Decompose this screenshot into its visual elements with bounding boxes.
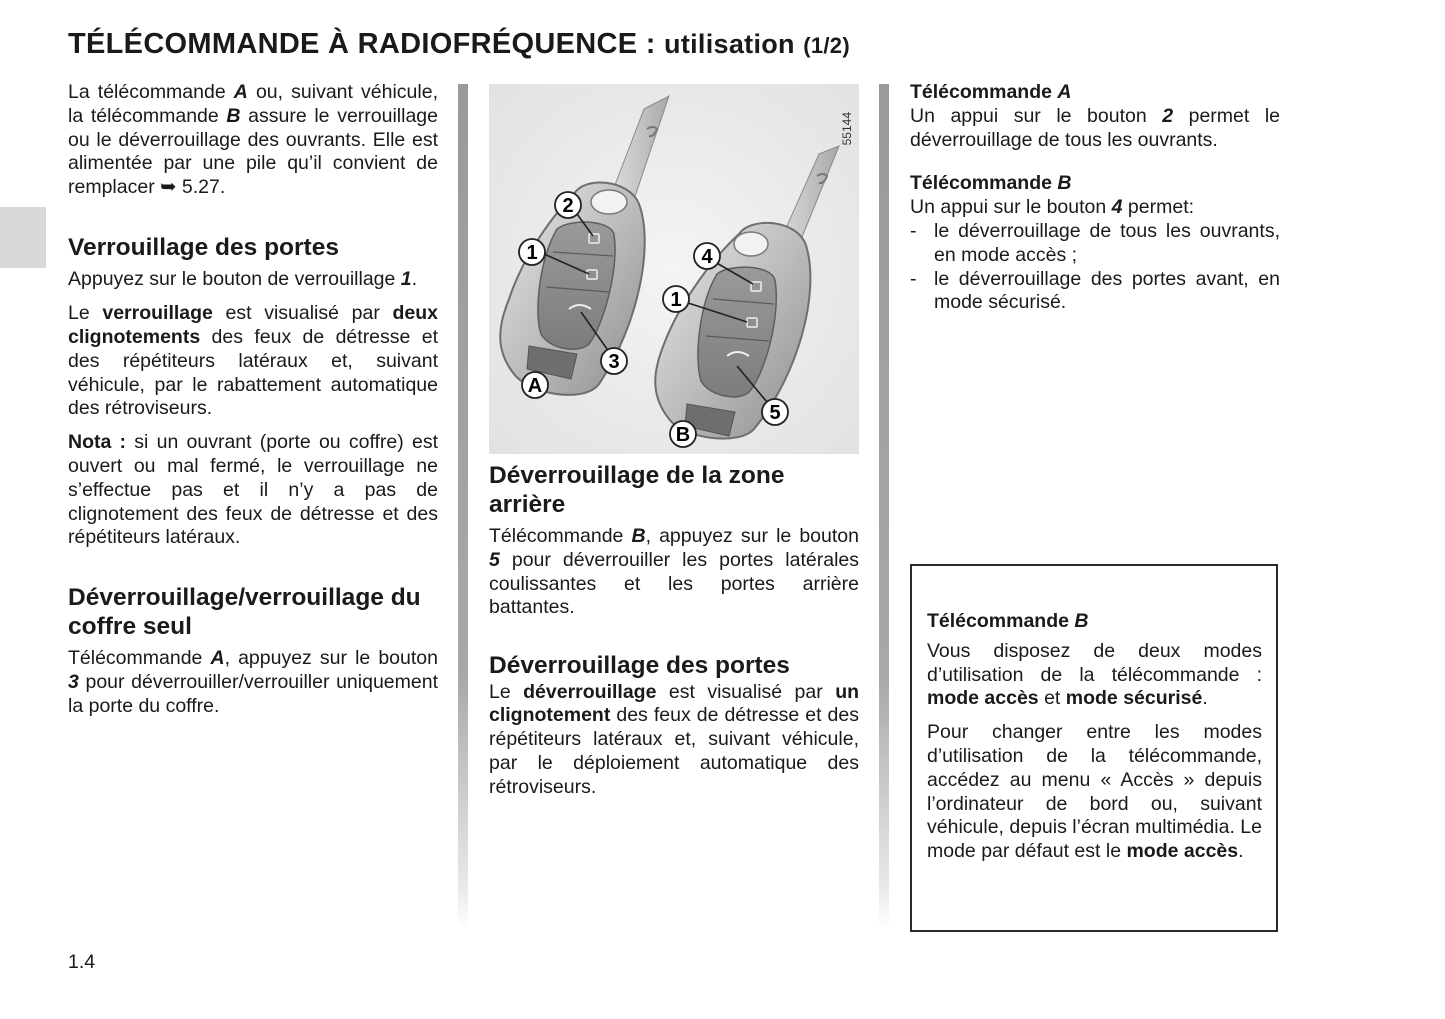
chapter-tab bbox=[0, 207, 46, 268]
remote-key-figure bbox=[489, 84, 859, 454]
column-middle bbox=[489, 462, 859, 800]
remote-a-label: Télécommande A bbox=[910, 81, 1072, 103]
intro-paragraph: La télécommande A ou, suivant véhicule, la télécommande B assure le verrouillage ou le déverrouillage des ouvrants. Elle est alimentée par une pile qu’il convient de remplacer ➥ 5.27. bbox=[68, 81, 438, 199]
rear-unlock-paragraph: Télécommande B, appuyez sur le bouton 5 pour déverrouiller les portes latérales coulissantes et les portes arrière battantes. bbox=[489, 525, 859, 619]
trunk-paragraph: Télécommande A, appuyez sur le bouton 3 pour déverrouiller/verrouiller uniquement la porte du coffre. bbox=[68, 647, 438, 717]
list-item: - le déverrouillage des portes avant, en mode sécurisé. bbox=[910, 267, 1280, 314]
page-number: 1.4 bbox=[68, 951, 96, 973]
heading-locking: Verrouillage des portes bbox=[68, 233, 339, 261]
heading-door-unlock: Déverrouillage des portes bbox=[489, 652, 790, 680]
remote-a-paragraph: Un appui sur le bouton 2 permet le déverrouillage de tous les ouvrants. bbox=[910, 104, 1281, 151]
column-right bbox=[910, 81, 1280, 315]
remote-b-label: Télécommande B bbox=[910, 172, 1072, 195]
callout-1b: 1 bbox=[670, 289, 682, 311]
callout-5: 5 bbox=[769, 402, 781, 424]
remote-b-paragraph: Un appui sur le bouton 4 permet: bbox=[910, 196, 1195, 219]
info-box-title: Télécommande B bbox=[927, 610, 1089, 632]
callout-1a: 1 bbox=[526, 242, 538, 264]
callout-2: 2 bbox=[562, 195, 574, 217]
locking-note: Nota : si un ouvrant (porte ou coffre) est ouvert ou mal fermé, le verrouillage ne s’effectue pas et il n’y a pas de clignotement des feux de détresse et des répétiteurs latéraux. bbox=[68, 431, 438, 549]
locking-paragraph: Appuyez sur le bouton de verrouillage 1. bbox=[68, 268, 418, 291]
column-left bbox=[68, 81, 438, 719]
callout-4: 4 bbox=[701, 246, 713, 268]
page-title: TÉLÉCOMMANDE À RADIOFRÉQUENCE : utilisation (1/2) bbox=[68, 28, 850, 60]
list-item: - le déverrouillage de tous les ouvrants, en mode accès ; bbox=[910, 219, 1280, 266]
column-separator-right bbox=[879, 84, 889, 929]
info-box-paragraph-1: Vous disposez de deux modes d’utilisation de la télécommande : mode accès et mode sécurisé. bbox=[927, 639, 1262, 710]
info-box-paragraph-2: Pour changer entre les modes d’utilisation de la télécommande, accédez au menu « Accès » depuis l’ordinateur de bord ou, suivant véhicule, depuis l’écran multimédia. Le mode par défaut est le mode accès. bbox=[927, 721, 1262, 863]
callout-key-b: B bbox=[675, 424, 691, 446]
info-box bbox=[910, 564, 1278, 932]
callout-3: 3 bbox=[608, 351, 620, 373]
column-separator-left bbox=[458, 84, 468, 929]
remote-keys-illustration bbox=[489, 84, 859, 454]
heading-trunk: Déverrouillage/verrouillage du coffre seul bbox=[68, 584, 421, 640]
callout-key-a: A bbox=[527, 375, 543, 397]
door-unlock-paragraph: Le déverrouillage est visualisé par un clignotement des feux de détresse et des répétiteurs latéraux et, suivant véhicule, par le déploiement automatique des rétroviseurs. bbox=[489, 680, 860, 798]
locking-signal-paragraph: Le verrouillage est visualisé par deux clignotements des feux de détresse et des répétiteurs latéraux et, suivant véhicule, par le rabattement automatique des rétroviseurs. bbox=[68, 302, 438, 420]
heading-rear-unlock: Déverrouillage de la zone arrière bbox=[489, 462, 785, 518]
figure-ref: 55144 bbox=[840, 112, 854, 146]
